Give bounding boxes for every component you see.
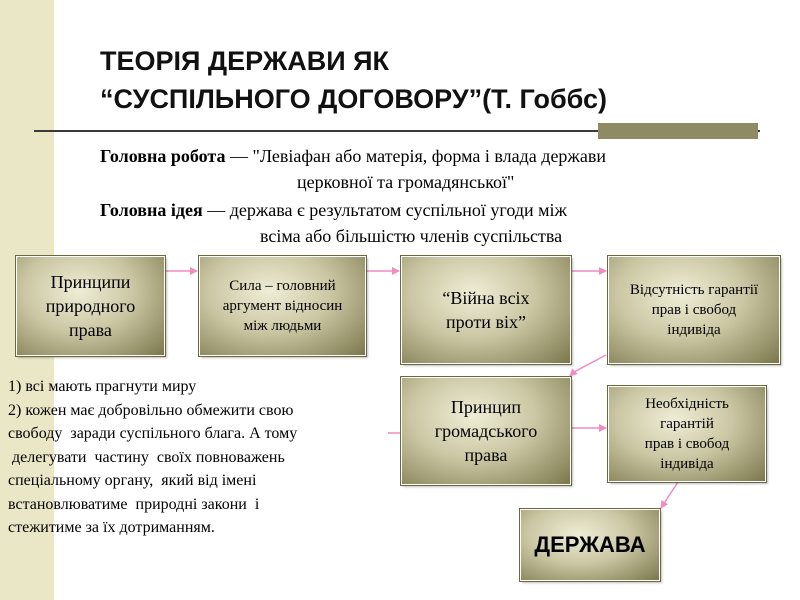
box-natural-law-text: Принципи природного права [45, 272, 136, 340]
arrow-needguarantee-to-state [661, 482, 678, 508]
note-line: стежитиме за їх дотриманням. [8, 519, 215, 536]
note-line: встановлюватиме природні закони і [8, 495, 260, 513]
box-war-of-all-text: “Війна всіх проти віх” [442, 288, 530, 332]
box-need-guarantee-text: Необхідність гарантій прав і свобод індивіда [644, 396, 730, 472]
box-no-guarantee-text: Відсутність гарантії прав і свобод індивіда [629, 282, 759, 338]
box-need-guarantee [608, 386, 766, 482]
note-line: 2) кожен має добровільно обмежити свою [8, 401, 294, 419]
arrow-noguarantee-to-civil [570, 355, 606, 376]
social-contract-notes [8, 375, 388, 540]
main-idea-text-cont: всіма або більшістю членів суспільства [260, 226, 563, 246]
note-line: свободу заради суспільного блага. А тому [8, 425, 298, 442]
main-work-text: — "Левіафан або матерія, форма і влада держави [225, 146, 606, 166]
title-line-1: ТЕОРІЯ ДЕРЖАВИ ЯК [100, 46, 390, 76]
main-idea-label: Головна ідея [100, 200, 203, 220]
main-work-text-cont: церковної та громадянської" [297, 172, 515, 192]
box-force-argument-text: Сила – головний аргумент відносин між людьми [222, 278, 343, 334]
box-state [520, 509, 660, 581]
box-force-argument [199, 256, 366, 356]
box-state-text: ДЕРЖАВА [534, 532, 646, 557]
note-line: 1) всі мають прагнути миру [8, 378, 197, 395]
box-civil-law-text: Принцип громадського права [434, 397, 538, 465]
box-civil-law [401, 377, 571, 485]
box-no-guarantee [608, 256, 780, 364]
main-work-label: Головна робота [100, 146, 226, 166]
note-line: спеціальному органу, який від імені [8, 472, 257, 489]
box-natural-law [16, 256, 165, 356]
main-idea-text: — держава є результатом суспільної угоди між [202, 200, 567, 220]
title-line-2: “СУСПІЛЬНОГО ДОГОВОРУ”(Т. Гоббс) [100, 84, 608, 114]
box-war-of-all [401, 256, 571, 364]
note-line: делегувати частину своїх повноважень [8, 448, 285, 466]
